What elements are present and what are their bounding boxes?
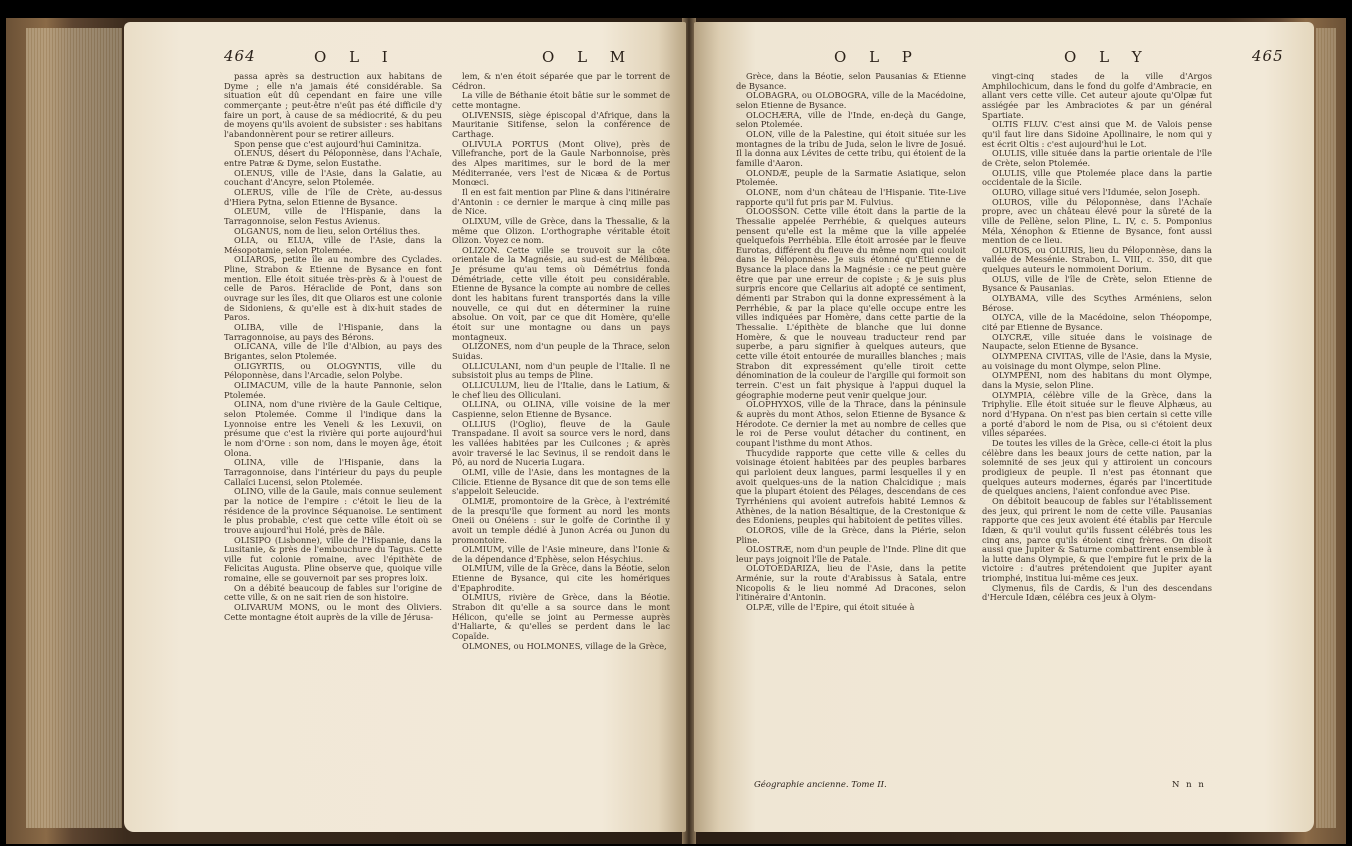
- entry-paragraph: OLINO, ville de la Gaule, mais connue seulement par la notice de l'empire : c'étoit le lieu de la résidence de la province Séquanoise. Le sentiment le plus probable, c'est que cette ville étoit où se trouve aujourd'hui Holé, près de Bâle.: [224, 486, 442, 535]
- page-footer: Géographie ancienne. Tome II.: [754, 780, 887, 790]
- left-page: [124, 22, 686, 832]
- entry-paragraph: vingt-cinq stades de la ville d'Argos Amphilochicum, dans le fond du golfe d'Ambracie, en allant vers cette ville. Cet auteur ajoute qu'Olpæ fut assiégée par les Ambraciotes & par un général Spartiate.: [982, 71, 1212, 120]
- entry-paragraph: OLTIS FLUV. C'est ainsi que M. de Valois pense qu'il faut lire dans Sidoine Apollinaire, le nom qui y est écrit Oltis : c'est aujourd'hui le Lot.: [982, 119, 1212, 149]
- entry-paragraph: OLENUS, désert du Péloponnèse, dans l'Achaïe, entre Patræ & Dyme, selon Eustathe.: [224, 148, 442, 168]
- entry-paragraph: OLERUS, ville de l'île de Crète, au-dessus d'Hiera Pytna, selon Etienne de Bysance.: [224, 186, 442, 207]
- running-head-left: O L I: [314, 48, 397, 66]
- entry-paragraph: OLINA, ville de l'Hispanie, dans la Tarragonnoise, dans l'intérieur du pays du peuple Callaïci Lucensi, selon Ptolemée.: [224, 457, 442, 487]
- open-book: [6, 18, 1346, 844]
- entry-paragraph: OLENUS, ville de l'Asie, dans la Galatie, au couchant d'Ancyre, selon Ptolemée.: [224, 167, 442, 188]
- entry-paragraph: OLMIUS, rivière de Grèce, dans la Béotie. Strabon dit qu'elle a sa source dans le mont Hélicon, qu'elle se joint au Permesse auprès d'Haliarte, & qu'elles se perdent dans le lac Copaïde.: [452, 592, 670, 642]
- entry-paragraph: OLOOSSON. Cette ville étoit dans la partie de la Thessalie appelée Perrhébie, & quelques auteurs pensent qu'elle est la même que la ville appelée quelquefois Perrhébia. Elle étoit arrosée par le fleuve Eurotas, différent du fleuve du même nom qui couloit dans le Péloponnèse. Je suis étonné qu'Etienne de Bysance la place dans la Magnésie : ce ne peut guère être que par une erreur de copiste ; & je suis plus surpris encore que Cellarius ait adopté ce sentiment, démenti par Strabon qui la donne expressément à la Perrhébie, & par la place qu'elle occupe entre les villes indiquées par Homère, dans cette partie de la Thessalie. L'épithète de blanche que lui donne Homère, & que le nouveau traducteur rend par superbe, a paru signifier à quelques auteurs, que cette ville étoit entourée de murailles blanches ; mais Strabon dit expressément qu'elle tiroit cette dénomination de la couleur de l'argille qui formoit son terrein. C'est un fait physique à l'appui duquel la géographie moderne peut venir quelque jour.: [736, 206, 966, 400]
- entry-paragraph: OLISIPO (Lisbonne), ville de l'Hispanie, dans la Lusitanie, & près de l'embouchure du Tagus. Cette ville fut colonie romaine, avec l'épithète de Felicitas Augusta. Pline observe que, quoique ville romaine, elle se gouvernoit par ses propres loix.: [224, 534, 442, 584]
- entry-paragraph: passa après sa destruction aux habitans de Dyme ; elle n'a jamais été considérable. Sa situation eût dû cependant en faire une ville commerçante ; peut-être n'eût pas été difficile d'y faire un port, à cause de sa médiocrité, & du peu de moyens qu'ils avoient de subsister : ses habitans l'abandonnèrent pour se retirer ailleurs.: [224, 71, 442, 139]
- entry-paragraph: OLONE, nom d'un château de l'Hispanie. Tite-Live rapporte qu'il fut pris par M. Fulvius.: [736, 186, 966, 207]
- entry-paragraph: OLYCA, ville de la Macédoine, selon Théopompe, cité par Etienne de Bysance.: [982, 312, 1212, 333]
- entry-paragraph: OLOCHÆRA, ville de l'Inde, en-deçà du Gange, selon Ptolemée.: [736, 109, 966, 130]
- entry-paragraph: OLURO, village situé vers l'Idumée, selon Joseph.: [992, 186, 1201, 197]
- entry-paragraph: OLMIÆ, promontoire de la Grèce, à l'extrémité de la presqu'île que forment au nord les monts Oneii ou Onéiens : sur le golfe de Corinthe il y avoit un temple dédié à Junon Acréa ou Junon du promontoire.: [452, 495, 670, 545]
- entry-paragraph: OLMONES, ou HOLMONES, village de la Grèce,: [462, 640, 667, 651]
- entry-paragraph: OLPÆ, ville de l'Epire, qui étoit située à: [746, 602, 915, 613]
- entry-paragraph: OLIAROS, petite île au nombre des Cyclades. Pline, Strabon & Etienne de Bysance en font mention. Elle étoit située très-près & à l'ouest de celle de Paros. Héraclide de Pont, dans son ouvrage sur les îles, dit que Oliaros est une colonie de Sidoniens, & qu'elle est à dix-huit stades de Paros.: [224, 254, 442, 323]
- entry-paragraph: OLIGYRTIS, ou OLOGYNTIS, ville du Péloponnèse, dans l'Arcadie, selon Polybe.: [224, 360, 442, 381]
- entry-paragraph: OLIZON. Cette ville se trouvoit sur la côte orientale de la Magnésie, au sud-est de Mélibœa. Je présume qu'au tems où Démétrius fonda Démétriade, cette ville étoit peu considérable. Etienne de Bysance la compte au nombre de celles dont les habitans furent transportés dans la ville nouvelle, ce qui dut en déterminer la ruine absolue. On voit, par ce que dit Homère, qu'elle étoit sur une montagne ou dans un pays montagneux.: [452, 244, 670, 342]
- entry-paragraph: OLUS, ville de l'île de Crète, selon Etienne de Bysance & Pausanias.: [982, 273, 1212, 294]
- page-number-right: 465: [1252, 47, 1284, 65]
- entry-paragraph: OLEUM, ville de l'Hispanie, dans la Tarragonnoise, selon Festus Avienus.: [224, 206, 442, 226]
- entry-paragraph: OLLINA, ou OLINA, ville voisine de la mer Caspienne, selon Etienne de Bysance.: [452, 399, 670, 419]
- entry-paragraph: OLIBA, ville de l'Hispanie, dans la Tarragonnoise, au pays des Bérons.: [224, 322, 442, 342]
- entry-paragraph: OLYMPENI, nom des habitans du mont Olympe, dans la Mysie, selon Pline.: [982, 370, 1212, 390]
- entry-paragraph: OLICANA, ville de l'île d'Albion, au pays des Brigantes, selon Ptolemée.: [224, 341, 442, 362]
- entry-paragraph: OLLIUS (l'Oglio), fleuve de la Gaule Transpadane. Il avoit sa source vers le nord, dans les vallées habitées par les Cuilcones ; & après avoir traversé le lac Sevinus, il se rendoit dans le Pô, au nord de Nuceria Lugara.: [452, 418, 670, 468]
- entry-paragraph: On a débité beaucoup de fables sur l'origine de cette ville, & on ne sait rien de son histoire.: [224, 582, 442, 603]
- entry-paragraph: lem, & n'en étoit séparée que par le torrent de Cédron.: [452, 71, 670, 91]
- entry-paragraph: OLIXUM, ville de Grèce, dans la Thessalie, & la même que Olizon. L'orthographe véritable étoit Olizon. Voyez ce nom.: [452, 215, 670, 246]
- entry-paragraph: OLOBAGRA, ou OLOBOGRA, ville de la Macédoine, selon Etienne de Bysance.: [736, 90, 966, 110]
- entry-paragraph: OLMI, ville de l'Asie, dans les montagnes de la Cilicie. Etienne de Bysance dit que de son tems elle s'appeloit Seleucide.: [452, 466, 670, 497]
- entry-paragraph: OLULIS, ville située dans la partie orientale de l'île de Crète, selon Ptolemée.: [982, 148, 1212, 168]
- entry-paragraph: OLLICULANI, nom d'un peuple de l'Italie. Il ne subsistoit plus au temps de Pline.: [452, 360, 670, 381]
- running-head-right: O L M: [542, 48, 635, 66]
- entry-paragraph: Grèce, dans la Béotie, selon Pausanias & Etienne de Bysance.: [736, 71, 966, 91]
- right-page: [694, 22, 1314, 832]
- text-column-1: [736, 72, 966, 613]
- entry-paragraph: OLULIS, ville que Ptolemée place dans la partie occidentale de la Sicile.: [982, 167, 1212, 188]
- page-stack-right: [1316, 28, 1336, 828]
- entry-paragraph: OLOPHYXOS, ville de la Thrace, dans la péninsule & auprès du mont Athos, selon Etienne de Bysance & Hérodote. Ce dernier la met au nombre de celles que le roi de Perse voulut détacher du continent, en coupant l'isthme du mont Athos.: [736, 399, 966, 448]
- entry-paragraph: OLLICULUM, lieu de l'Italie, dans le Latium, & le chef lieu des Olliculani.: [452, 380, 670, 400]
- entry-paragraph: OLUROS, ville du Péloponnèse, dans l'Achaïe propre, avec un château élevé pour la sûreté de la ville de Pellène, selon Pline, L. IV, c. 5. Pomponius Méla, Xénophon & Etienne de Bysance, font aussi mention de ce lieu.: [982, 196, 1212, 246]
- entry-paragraph: OLINA, nom d'une rivière de la Gaule Celtique, selon Ptolemée. Comme il l'indique dans la Lyonnoise entre les Veneli & les Lexuvii, on présume que c'est la rivière qui porte aujourd'hui le nom d'Orne : son nom, dans le moyen âge, étoit Olona.: [224, 399, 442, 458]
- entry-paragraph: On débitoit beaucoup de fables sur l'établissement des jeux, qui prirent le nom de cette ville. Pausanias rapporte que ces jeux avoient été établis par Hercule Idæn, & qu'il voulut qu'ils fussent célébrés tous les cinq ans, parce qu'ils étoient cinq frères. On disoit aussi que Jupiter & Saturne combattirent ensemble à la lutte dans Olympie, & que l'empire fut le prix de la victoire : d'autres prétendoient que Jupiter ayant triomphé, institua lui-même ces jeux.: [982, 495, 1212, 584]
- running-head-left: O L P: [834, 48, 921, 66]
- text-column-2: [452, 72, 670, 651]
- entry-paragraph: Clymenus, fils de Cardis, & l'un des descendans d'Hercule Idæn, célébra ces jeux à Olym-: [982, 582, 1212, 603]
- entry-paragraph: Il en est fait mention par Pline & dans l'itinéraire d'Antonin : ce dernier le marque à cinq mille pas de Nice.: [452, 186, 670, 217]
- entry-paragraph: OLIA, ou ELUA, ville de l'Asie, dans la Mésopotamie, selon Ptolemée.: [224, 235, 442, 255]
- entry-paragraph: OLIVULA PORTUS (Mont Olive), près de Villefranche, port de la Gaule Narbonnoise, près des Alpes maritimes, sur le bord de la mer Méditerranée, vers l'est de Nicæa & de Portus Monœci.: [452, 138, 670, 188]
- text-column-1: [224, 72, 442, 622]
- running-head-right: O L Y: [1064, 48, 1151, 66]
- page-stack-left: [26, 28, 122, 828]
- entry-paragraph: OLONDÆ, peuple de la Sarmatie Asiatique, selon Ptolemée.: [736, 167, 966, 188]
- entry-paragraph: La ville de Béthanie étoit bâtie sur le sommet de cette montagne.: [452, 90, 670, 110]
- entry-paragraph: OLIVARUM MONS, ou le mont des Oliviers. Cette montagne étoit auprès de la ville de Jérusa-: [224, 602, 442, 622]
- entry-paragraph: OLIZONES, nom d'un peuple de la Thrace, selon Suidas.: [452, 341, 670, 362]
- entry-paragraph: OLOSTRÆ, nom d'un peuple de l'Inde. Pline dit que leur pays joignoit l'île de Patale.: [736, 544, 966, 564]
- entry-paragraph: OLOROS, ville de la Grèce, dans la Piérie, selon Pline.: [736, 524, 966, 545]
- entry-paragraph: OLYMPENA CIVITAS, ville de l'Asie, dans la Mysie, au voisinage du mont Olympe, selon Pline.: [982, 351, 1212, 371]
- entry-paragraph: OLUROS, ou OLURIS, lieu du Péloponnèse, dans la vallée de Messénie. Strabon, L. VIII, c. 350, dit que quelques auteurs le nommoient Dorium.: [982, 244, 1212, 275]
- text-column-2: [982, 72, 1212, 603]
- entry-paragraph: OLMIUM, ville de la Grèce, dans la Béotie, selon Etienne de Bysance, qui cite les homériques d'Epaphrodite.: [452, 563, 670, 593]
- entry-paragraph: Spon pense que c'est aujourd'hui Caminitza.: [234, 138, 422, 149]
- entry-paragraph: OLYMPIA, célèbre ville de la Grèce, dans la Triphylie. Elle étoit située sur le fleuve Alphæus, au nord d'Hypana. On n'est pas bien certain si cette ville a porté d'abord le nom de Pisa, ou si c'étoient deux villes séparées.: [982, 389, 1212, 439]
- page-number-left: 464: [224, 47, 256, 65]
- entry-paragraph: OLIMACUM, ville de la haute Pannonie, selon Ptolemée.: [224, 380, 442, 400]
- entry-paragraph: OLYCRÆ, ville située dans le voisinage de Naupacte, selon Etienne de Bysance.: [982, 331, 1212, 352]
- signature-mark: N n n: [1172, 780, 1206, 790]
- entry-paragraph: OLGANUS, nom de lieu, selon Ortélius thes.: [234, 225, 421, 236]
- entry-paragraph: Thucydide rapporte que cette ville & celles du voisinage étoient habitées par des peuples barbares qui parloient deux langues, parmi lesquelles il y en avoit quelques-uns de la nation Chalcidique ; mais que la plupart étoient des Pélages, descendans de ces Tyrrhéniens qui avoient autrefois habité Lemnos & Athènes, de la nation Bésaltique, de la Crestonique & des Edoniens, peuples qui habitoient de petites villes.: [736, 447, 966, 526]
- entry-paragraph: OLIVENSIS, siège épiscopal d'Afrique, dans la Mauritanie Sitifense, selon la conférence de Carthage.: [452, 109, 670, 139]
- entry-paragraph: OLOTOEDARIZA, lieu de l'Asie, dans la petite Arménie, sur la route d'Arabissus à Satala, entre Nicopolis & le lieu nommé Ad Dracones, selon l'itinéraire d'Antonin.: [736, 563, 966, 603]
- entry-paragraph: OLON, ville de la Palestine, qui étoit située sur les montagnes de la tribu de Juda, selon le livre de Josué. Il la donna aux Lévites de cette tribu, qui étoient de la famille d'Aaron.: [736, 128, 966, 168]
- entry-paragraph: OLMIUM, ville de l'Asie mineure, dans l'Ionie & de la dépendance d'Ephèse, selon Hésychius.: [452, 544, 670, 564]
- entry-paragraph: De toutes les villes de la Grèce, celle-ci étoit la plus célèbre dans les beaux jours de cette nation, par la solemnité de ses jeux qui y attiroient un concours prodigieux de peuple. Il n'est pas étonnant que quelques auteurs modernes, égarés par l'incertitude de quelques anciens, l'aient confondue avec Pise.: [982, 437, 1212, 497]
- entry-paragraph: OLYBAMA, ville des Scythes Arméniens, selon Bérose.: [982, 293, 1212, 313]
